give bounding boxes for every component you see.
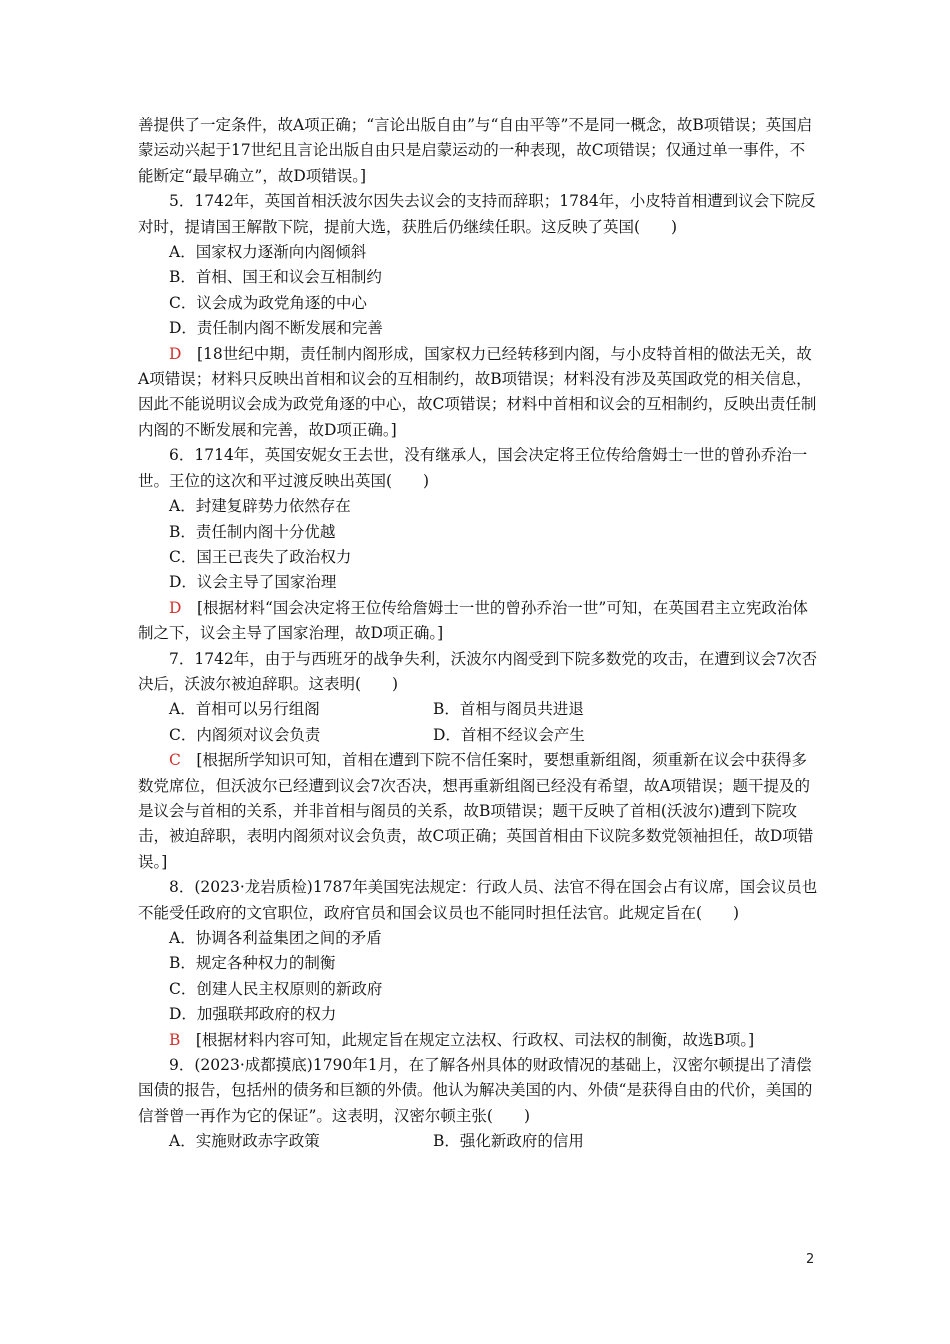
question-7-options-row-1 bbox=[138, 697, 818, 722]
page-number: 2 bbox=[806, 1252, 815, 1267]
question-7-stem: 7．1742年，由于与西班牙的战争失利，沃波尔内阁受到下院多数党的攻击，在遭到议会7次否决后，沃波尔被迫辞职。这表明( ) bbox=[138, 649, 818, 693]
question-9-stem: 9．(2023·成都摸底)1790年1月，在了解各州具体的财政情况的基础上，汉密尔顿提出了清偿国债的报告，包括州的债务和巨额的外债。他认为解决美国的内、外债“是获得自由的代价，美国的信誉曾一再作为它的保证”。这表明，汉密尔顿主张( ) bbox=[138, 1056, 813, 1125]
question-5-answer bbox=[138, 342, 818, 444]
answer-letter: C bbox=[169, 751, 181, 770]
question-7-option-b: B．首相与阁员共进退 bbox=[433, 700, 584, 719]
question-7-answer bbox=[138, 748, 818, 875]
question-6-option-d: D．议会主导了国家治理 bbox=[169, 573, 337, 592]
question-7-option-a: A．首相可以另行组阁 bbox=[169, 700, 320, 719]
question-9-options-row-1 bbox=[138, 1129, 818, 1154]
question-8-option-c: C．创建人民主权原则的新政府 bbox=[169, 979, 383, 998]
question-6-option-c: C．国王已丧失了政治权力 bbox=[169, 547, 352, 566]
question-5-stem: 5．1742年，英国首相沃波尔因失去议会的支持而辞职；1784年，小皮特首相遭到议会下院反对时，提请国王解散下院，提前大选，获胜后仍继续任职。这反映了英国( ) bbox=[138, 192, 816, 236]
answer-letter: D bbox=[169, 598, 182, 617]
answer-letter: D bbox=[169, 344, 182, 363]
answer-explanation: [18世纪中期，责任制内阁形成，国家权力已经转移到内阁，与小皮特首相的做法无关，故A项错误；材料只反映出首相和议会的互相制约，故B项错误；材料没有涉及英国政党的相关信息，因此不能说明议会成为政党角逐的中心，故C项错误；材料中首相和议会的互相制约，反映出责任制内阁的不断发展和完善，故D项正确。] bbox=[138, 344, 817, 439]
question-7-option-c: C．内阁须对议会负责 bbox=[169, 725, 321, 744]
question-9-option-a: A．实施财政赤字政策 bbox=[169, 1132, 320, 1151]
question-8-option-b: B．规定各种权力的制衡 bbox=[169, 954, 336, 973]
question-8-stem: 8．(2023·龙岩质检)1787年美国宪法规定：行政人员、法官不得在国会占有议席，国会议员也不能受任政府的文官职位，政府官员和国会议员也不能同时担任法官。此规定旨在( ) bbox=[138, 878, 818, 922]
previous-explanation-continued: 善提供了一定条件，故A项正确；“言论出版自由”与“自由平等”不是同一概念，故B项错误；英国启蒙运动兴起于17世纪且言论出版自由只是启蒙运动的一种表现，故C项错误；仅通过单一事件，不能断定“最早确立”，故D项错误。] bbox=[138, 116, 813, 185]
question-8-answer bbox=[138, 1028, 818, 1053]
question-6-option-b: B．责任制内阁十分优越 bbox=[169, 522, 336, 541]
question-7-options-row-2 bbox=[138, 723, 818, 748]
question-8-option-d: D．加强联邦政府的权力 bbox=[169, 1005, 337, 1024]
question-5-option-a: A．国家权力逐渐向内阁倾斜 bbox=[169, 243, 367, 262]
question-5-option-c: C．议会成为政党角逐的中心 bbox=[169, 293, 367, 312]
question-7-option-d: D．首相不经议会产生 bbox=[433, 725, 585, 744]
answer-letter: B bbox=[169, 1030, 181, 1049]
question-6-stem: 6．1714年，英国安妮女王去世，没有继承人，国会决定将王位传给詹姆士一世的曾孙乔治一世。王位的这次和平过渡反映出英国( ) bbox=[138, 446, 808, 490]
answer-explanation: [根据材料内容可知，此规定旨在规定立法权、行政权、司法权的制衡，故选B项。] bbox=[195, 1030, 755, 1049]
question-5-option-d: D．责任制内阁不断发展和完善 bbox=[169, 319, 383, 338]
question-6-answer bbox=[138, 596, 818, 647]
question-6-option-a: A．封建复辟势力依然存在 bbox=[169, 497, 351, 516]
question-5-option-b: B．首相、国王和议会互相制约 bbox=[169, 268, 382, 287]
question-9-option-b: B．强化新政府的信用 bbox=[433, 1132, 584, 1151]
question-8-option-a: A．协调各利益集团之间的矛盾 bbox=[169, 929, 382, 947]
document-body bbox=[138, 113, 818, 1155]
answer-explanation: [根据所学知识可知，首相在遭到下院不信任案时，要想重新组阁，须重新在议会中获得多数党席位，但沃波尔已经遭到议会7次否决，想再重新组阁已经没有希望，故A项错误；题干提及的是议会与首相的关系，并非首相与阁员的关系，故B项错误；题干反映了首相(沃波尔)遭到下院攻击，被迫辞职，表明内阁须对议会负责，故C项正确；英国首相由下议院多数党领袖担任，故D项错误。] bbox=[138, 751, 814, 871]
answer-explanation: [根据材料“国会决定将王位传给詹姆士一世的曾孙乔治一世”可知，在英国君主立宪政治体制之下，议会主导了国家治理，故D项正确。] bbox=[138, 598, 808, 643]
